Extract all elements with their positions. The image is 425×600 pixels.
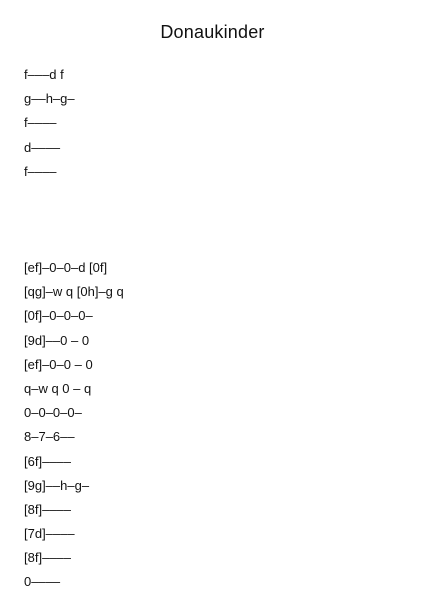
note-line: d–––– [24, 139, 61, 155]
note-line: q–w q 0 – q [24, 380, 92, 396]
note-line: [7d]–––– [24, 526, 75, 542]
note-line: 0–––– [24, 574, 61, 590]
note-line: f–––– [24, 115, 57, 131]
note-line: [ef]–0–0–d [0f] [24, 260, 108, 275]
note-line: [9g]––h–g– [24, 477, 90, 493]
note-line: [0f]–0–0–0– [24, 308, 93, 324]
song-title: Donaukinder [160, 22, 265, 42]
note-line: [6f]–––– [24, 453, 71, 469]
note-line: f–––– [24, 163, 57, 179]
notes-section-2 [24, 256, 404, 595]
note-line: [8f]–––– [24, 501, 71, 517]
note-line: 8–7–6–– [24, 429, 75, 445]
note-line: [8f]–––– [24, 550, 71, 566]
note-line: f–––d f [24, 67, 64, 82]
note-line: g––h–g– [24, 91, 75, 107]
note-line: [qg]–w q [0h]–g q [24, 284, 124, 300]
note-line: 0–0–0–0– [24, 405, 82, 421]
note-line: [9d]––0 – 0 [24, 332, 90, 348]
note-line: [ef]–0–0 – 0 [24, 356, 93, 372]
notes-section-1 [24, 63, 404, 184]
